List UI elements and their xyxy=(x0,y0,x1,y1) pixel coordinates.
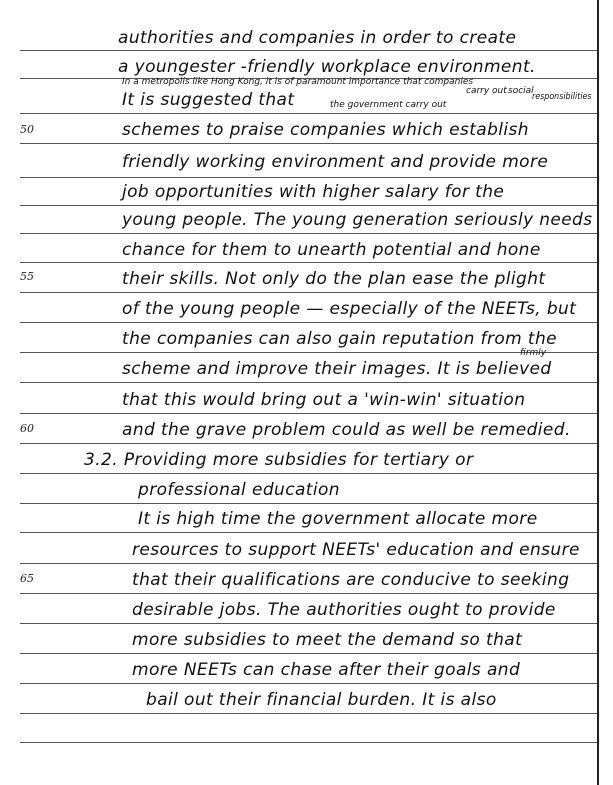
text-line: more subsidies to meet the demand so that xyxy=(132,630,523,650)
ruled-line xyxy=(20,653,597,654)
ruled-line xyxy=(20,113,597,114)
ruled-line xyxy=(20,713,597,714)
text-line: authorities and companies in order to create xyxy=(118,28,517,48)
ruled-line xyxy=(20,352,597,353)
ruled-line xyxy=(20,233,597,234)
ruled-line xyxy=(20,473,597,474)
ruled-line xyxy=(20,443,597,444)
text-line: desirable jobs. The authorities ought to provide xyxy=(132,600,556,620)
text-line: It is high time the government allocate more xyxy=(138,509,538,529)
line-number: 60 xyxy=(20,422,34,435)
text-line: that this would bring out a 'win-win' situation xyxy=(122,390,526,410)
ruled-line xyxy=(20,382,597,383)
ruled-line xyxy=(20,503,597,504)
inserted-text: firmly xyxy=(520,348,547,358)
ruled-line xyxy=(20,742,597,743)
ruled-line xyxy=(20,262,597,263)
ruled-line xyxy=(20,563,597,564)
ruled-line xyxy=(20,322,597,323)
inserted-text: the government carry out xyxy=(330,100,447,110)
text-line: 3.2. Providing more subsidies for tertiary or xyxy=(84,450,474,470)
ruled-line xyxy=(20,593,597,594)
text-line: and the grave problem could as well be remedied. xyxy=(122,420,571,440)
text-line: their skills. Not only do the plan ease the plight xyxy=(122,269,546,289)
line-number: 65 xyxy=(20,572,34,585)
ruled-line xyxy=(20,292,597,293)
line-number: 55 xyxy=(20,270,34,283)
text-line: of the young people — especially of the NEETs, but xyxy=(122,299,577,319)
text-line: young people. The young generation seriously needs xyxy=(122,210,593,230)
ruled-line xyxy=(20,532,597,533)
text-line: job opportunities with higher salary for the xyxy=(122,182,505,202)
line-number: 50 xyxy=(20,123,34,136)
inserted-text: carry out xyxy=(466,86,507,96)
page-border xyxy=(597,0,599,785)
ruled-line xyxy=(20,683,597,684)
text-line: chance for them to unearth potential and hone xyxy=(122,240,541,260)
text-line: that their qualifications are conducive to seeking xyxy=(132,570,570,590)
ruled-line xyxy=(20,177,597,178)
text-line: schemes to praise companies which establish xyxy=(122,120,529,140)
text-line: professional education xyxy=(138,480,340,500)
ruled-line xyxy=(20,413,597,414)
inserted-text: In a metropolis like Hong Kong, it is of paramount importance that companies xyxy=(122,77,474,87)
ruled-line xyxy=(20,205,597,206)
inserted-text: responsibilities xyxy=(532,92,592,102)
inserted-text: social xyxy=(508,86,534,96)
text-line: It is suggested that xyxy=(122,90,295,110)
text-line: resources to support NEETs' education and ensure xyxy=(132,540,580,560)
text-line: bail out their financial burden. It is also xyxy=(146,690,497,710)
ruled-line xyxy=(20,50,597,51)
ruled-line xyxy=(20,143,597,144)
text-line: the companies can also gain reputation from the xyxy=(122,329,557,349)
text-line: more NEETs can chase after their goals and xyxy=(132,660,521,680)
text-line: friendly working environment and provide more xyxy=(122,152,549,172)
text-line: a youngester -friendly workplace environment. xyxy=(118,57,536,77)
text-line: scheme and improve their images. It is believed xyxy=(122,359,552,379)
ruled-line xyxy=(20,623,597,624)
